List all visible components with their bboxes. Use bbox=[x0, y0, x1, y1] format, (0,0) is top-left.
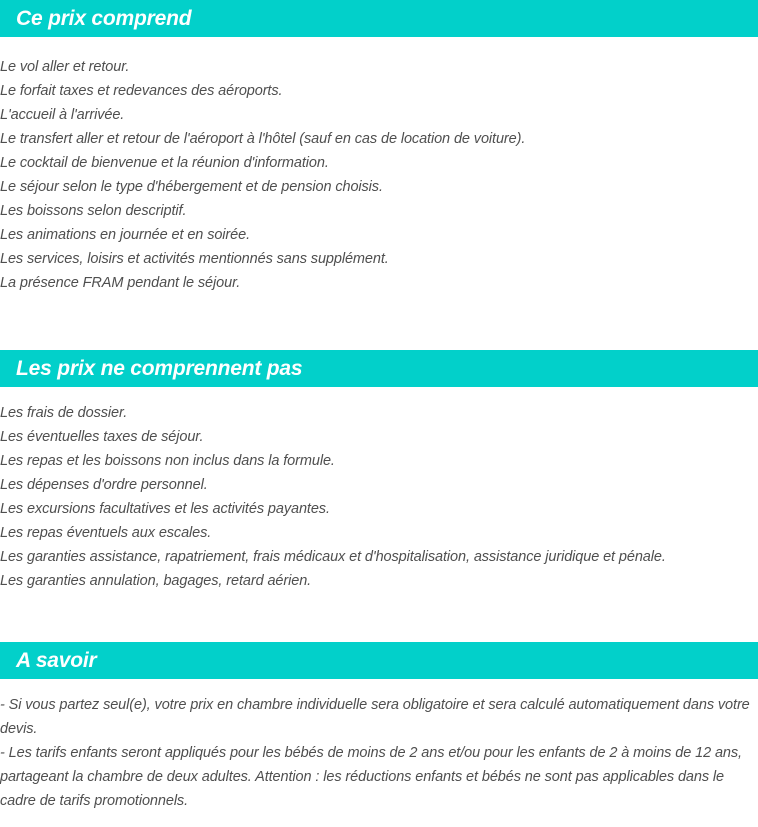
section-gap bbox=[0, 295, 758, 350]
list-item: Les frais de dossier. bbox=[0, 405, 128, 421]
list-item: Les garanties assistance, rapatriement, frais médicaux et d'hospitalisation, assistance juridique et pénale. bbox=[0, 549, 666, 565]
list-item: Le cocktail de bienvenue et la réunion d'information. bbox=[0, 155, 329, 171]
list-item: Les animations en journée et en soirée. bbox=[0, 227, 251, 243]
list-item: Les éventuelles taxes de séjour. bbox=[0, 429, 204, 445]
section-header-a-savoir bbox=[0, 642, 758, 679]
exclusions-list bbox=[0, 401, 752, 593]
list-item: Le forfait taxes et redevances des aéroports. bbox=[0, 83, 283, 99]
section-title: A savoir bbox=[16, 649, 97, 672]
notes-list bbox=[0, 693, 752, 813]
section-title: Ce prix comprend bbox=[16, 7, 192, 30]
section-body-les-prix-ne-comprennent-pas bbox=[0, 387, 758, 593]
list-item: Les repas et les boissons non inclus dans la formule. bbox=[0, 453, 335, 469]
list-item: Les garanties annulation, bagages, retard aérien. bbox=[0, 573, 312, 589]
section-title: Les prix ne comprennent pas bbox=[16, 357, 303, 380]
list-item: Les dépenses d'ordre personnel. bbox=[0, 477, 208, 493]
list-item: Le séjour selon le type d'hébergement et de pension choisis. bbox=[0, 179, 383, 195]
list-item: L'accueil à l'arrivée. bbox=[0, 107, 125, 123]
spacer bbox=[0, 37, 752, 55]
list-item: La présence FRAM pendant le séjour. bbox=[0, 275, 241, 291]
spacer bbox=[0, 679, 752, 693]
note-paragraph: - Si vous partez seul(e), votre prix en chambre individuelle sera obligatoire et sera calculé automatiquement dans votre devis. bbox=[0, 697, 750, 737]
list-item: Les repas éventuels aux escales. bbox=[0, 525, 212, 541]
list-item: Le vol aller et retour. bbox=[0, 59, 130, 75]
inclusions-list bbox=[0, 55, 752, 295]
section-gap bbox=[0, 593, 758, 642]
list-item: Le transfert aller et retour de l'aéroport à l'hôtel (sauf en cas de location de voiture). bbox=[0, 131, 526, 147]
list-item: Les boissons selon descriptif. bbox=[0, 203, 187, 219]
section-header-ce-prix-comprend bbox=[0, 0, 758, 37]
spacer bbox=[0, 387, 752, 401]
list-item: Les excursions facultatives et les activités payantes. bbox=[0, 501, 330, 517]
section-body-ce-prix-comprend bbox=[0, 37, 758, 295]
section-body-a-savoir bbox=[0, 679, 758, 813]
section-header-les-prix-ne-comprennent-pas bbox=[0, 350, 758, 387]
list-item: Les services, loisirs et activités mentionnés sans supplément. bbox=[0, 251, 389, 267]
note-paragraph: - Les tarifs enfants seront appliqués pour les bébés de moins de 2 ans et/ou pour les enfants de 2 à moins de 12 ans, partageant la chambre de deux adultes. Attention : les réductions enfants et bébés ne sont pas applicables dans le cadre de tarifs promotionnels. bbox=[0, 745, 742, 809]
